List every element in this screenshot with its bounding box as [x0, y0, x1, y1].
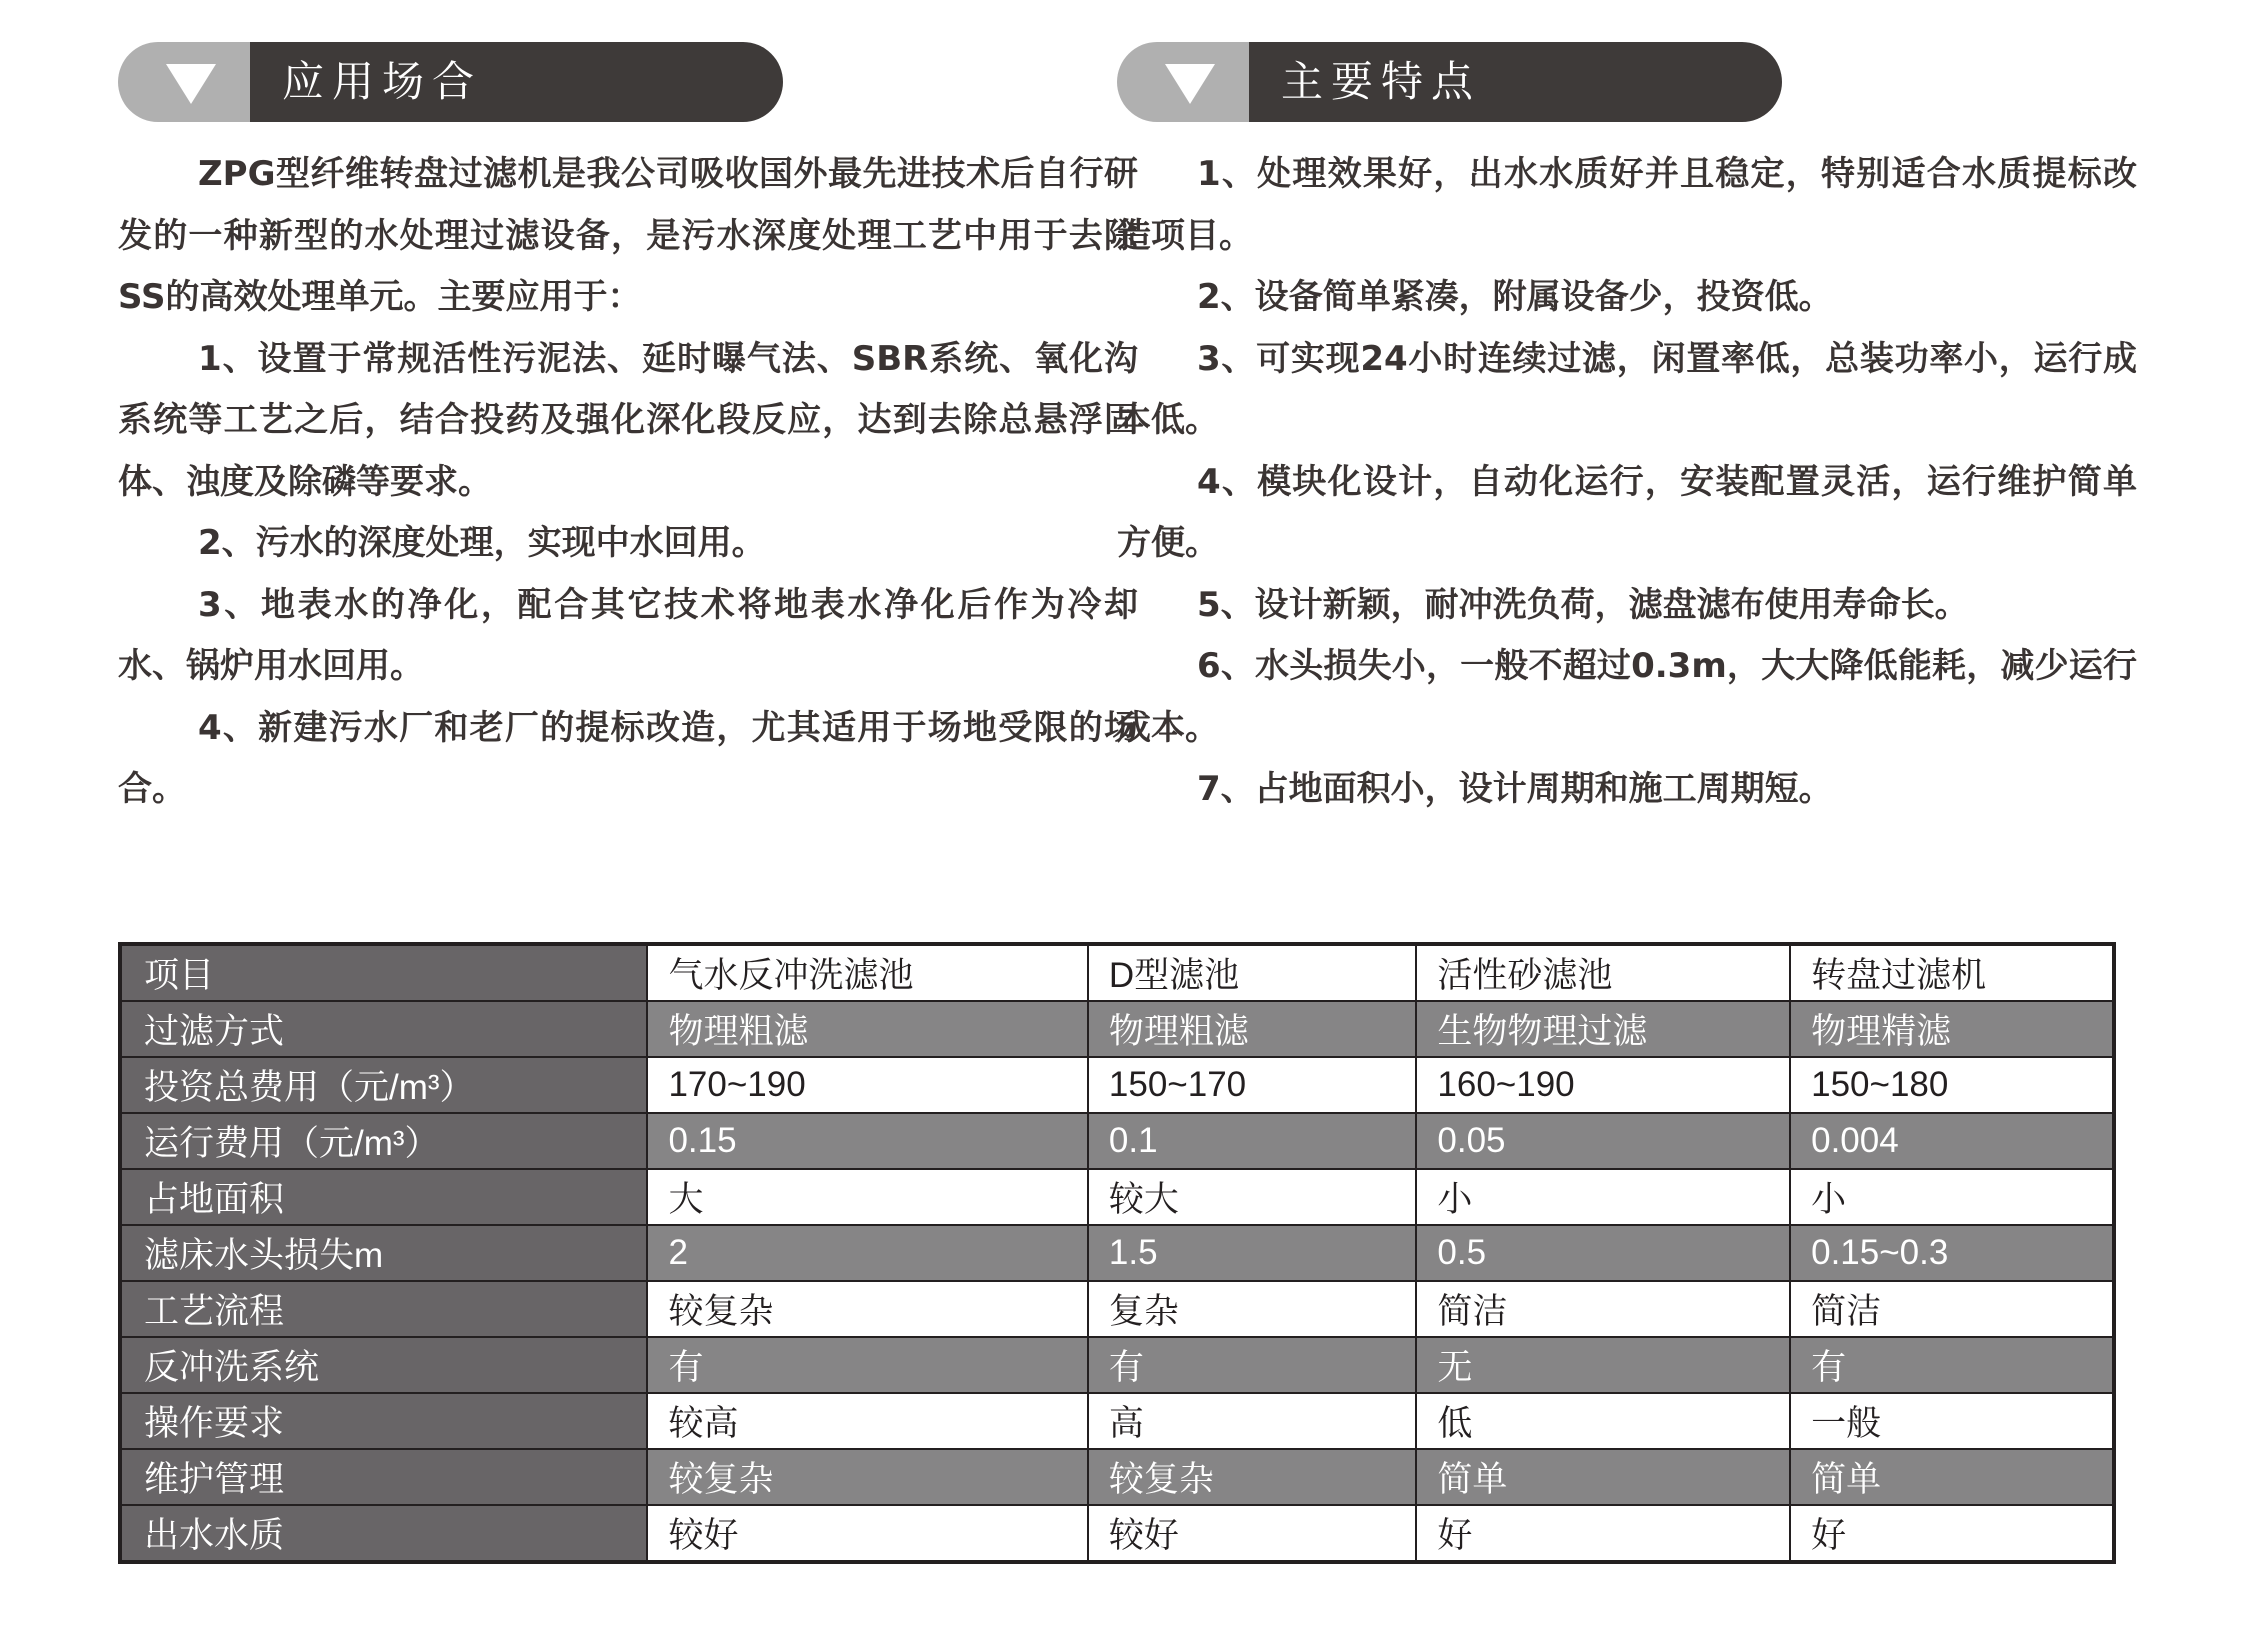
- table-cell: 好: [1790, 1505, 2114, 1562]
- table-cell: 简单: [1416, 1449, 1790, 1505]
- table-cell: 高: [1088, 1393, 1417, 1449]
- table-cell: 0.15~0.3: [1790, 1225, 2114, 1281]
- features-body: [1117, 144, 2137, 821]
- table-cell: 转盘过滤机: [1790, 944, 2114, 1001]
- table-cell: 有: [1088, 1337, 1417, 1393]
- table-cell: 物理粗滤: [647, 1001, 1087, 1057]
- table-cell: 较好: [647, 1505, 1087, 1562]
- table-cell: 150~170: [1088, 1057, 1417, 1113]
- table-cell: 较大: [1088, 1169, 1417, 1225]
- feature-paragraph: 5、设计新颖，耐冲洗负荷，滤盘滤布使用寿命长。: [1197, 584, 1969, 625]
- features-section: [1117, 42, 2137, 821]
- application-paragraph: 3、地表水的净化，配合其它技术将地表水净化后作为冷却水、锅炉用水回用。: [118, 584, 1138, 686]
- header-tab: [118, 42, 258, 122]
- feature-paragraph: 2、设备简单紧凑，附属设备少，投资低。: [1197, 277, 1833, 317]
- table-cell: 小: [1790, 1169, 2114, 1225]
- row-label: 工艺流程: [120, 1281, 647, 1337]
- table-cell: 较复杂: [647, 1281, 1087, 1337]
- table-cell: 0.1: [1088, 1113, 1417, 1169]
- table-cell: 1.5: [1088, 1225, 1417, 1281]
- row-label: 项目: [120, 944, 647, 1001]
- comparison-table: [118, 942, 2116, 1564]
- table-cell: 小: [1416, 1169, 1790, 1225]
- table-cell: 150~180: [1790, 1057, 2114, 1113]
- table-cell: 大: [647, 1169, 1087, 1225]
- features-header: [1117, 42, 1782, 122]
- table-cell: 有: [1790, 1337, 2114, 1393]
- table-cell: 较高: [647, 1393, 1087, 1449]
- row-label: 占地面积: [120, 1169, 647, 1225]
- table-cell: 较复杂: [647, 1449, 1087, 1505]
- application-section: [118, 42, 1138, 821]
- application-header: [118, 42, 783, 122]
- table-cell: 简单: [1790, 1449, 2114, 1505]
- row-label: 操作要求: [120, 1393, 647, 1449]
- table-row: [120, 1169, 2114, 1225]
- table-cell: 物理精滤: [1790, 1001, 2114, 1057]
- feature-paragraph: 4、模块化设计，自动化运行，安装配置灵活，运行维护简单方便。: [1117, 461, 2137, 563]
- application-paragraph: ZPG型纤维转盘过滤机是我公司吸收国外最先进技术后自行研发的一种新型的水处理过滤设备，是污水深度处理工艺中用于去除SS的高效处理单元。主要应用于：: [118, 154, 1138, 317]
- header-tab: [1117, 42, 1257, 122]
- table-row: [120, 1001, 2114, 1057]
- table-cell: 简洁: [1790, 1281, 2114, 1337]
- table-cell: 好: [1416, 1505, 1790, 1562]
- triangle-down-icon: [166, 64, 216, 104]
- table-cell: D型滤池: [1088, 944, 1417, 1001]
- table-cell: 0.05: [1416, 1113, 1790, 1169]
- table-cell: 170~190: [647, 1057, 1087, 1113]
- row-label: 投资总费用（元/m³）: [120, 1057, 647, 1113]
- table-cell: 0.15: [647, 1113, 1087, 1169]
- table-row: [120, 1505, 2114, 1562]
- table-row: [120, 1057, 2114, 1113]
- table-cell: 活性砂滤池: [1416, 944, 1790, 1001]
- table-cell: 160~190: [1416, 1057, 1790, 1113]
- features-title: 主要特点: [1281, 57, 1482, 106]
- table-row: [120, 1449, 2114, 1505]
- table-cell: 较好: [1088, 1505, 1417, 1562]
- table-cell: 2: [647, 1225, 1087, 1281]
- table-row: [120, 944, 2114, 1001]
- table-cell: 0.004: [1790, 1113, 2114, 1169]
- application-body: [118, 144, 1138, 821]
- header-bar: [1249, 42, 1782, 122]
- table-cell: 较复杂: [1088, 1449, 1417, 1505]
- row-label: 出水水质: [120, 1505, 647, 1562]
- row-label: 维护管理: [120, 1449, 647, 1505]
- row-label: 滤床水头损失m: [120, 1225, 647, 1281]
- table-row: [120, 1337, 2114, 1393]
- application-paragraph: 4、新建污水厂和老厂的提标改造，尤其适用于场地受限的场合。: [118, 707, 1138, 809]
- table-cell: 一般: [1790, 1393, 2114, 1449]
- row-label: 反冲洗系统: [120, 1337, 647, 1393]
- table-cell: 物理粗滤: [1088, 1001, 1417, 1057]
- table-cell: 低: [1416, 1393, 1790, 1449]
- table-cell: 无: [1416, 1337, 1790, 1393]
- table-row: [120, 1281, 2114, 1337]
- header-bar: [250, 42, 783, 122]
- table-cell: 气水反冲洗滤池: [647, 944, 1087, 1001]
- table-row: [120, 1393, 2114, 1449]
- feature-paragraph: 1、处理效果好，出水水质好并且稳定，特别适合水质提标改造项目。: [1117, 154, 2137, 256]
- table-cell: 有: [647, 1337, 1087, 1393]
- table-cell: 0.5: [1416, 1225, 1790, 1281]
- table-cell: 复杂: [1088, 1281, 1417, 1337]
- table-row: [120, 1225, 2114, 1281]
- feature-paragraph: 6、水头损失小，一般不超过0.3m，大大降低能耗，减少运行成本。: [1117, 646, 2137, 748]
- table-row: [120, 1113, 2114, 1169]
- application-paragraph: 2、污水的深度处理，实现中水回用。: [198, 523, 766, 563]
- application-title: 应用场合: [282, 57, 483, 106]
- feature-paragraph: 7、占地面积小，设计周期和施工周期短。: [1197, 769, 1833, 809]
- feature-paragraph: 3、可实现24小时连续过滤，闲置率低，总装功率小，运行成本低。: [1117, 338, 2137, 440]
- table-cell: 简洁: [1416, 1281, 1790, 1337]
- row-label: 过滤方式: [120, 1001, 647, 1057]
- application-paragraph: 1、设置于常规活性污泥法、延时曝气法、SBR系统、氧化沟系统等工艺之后，结合投药及强化深化段反应，达到去除总悬浮固体、浊度及除磷等要求。: [118, 338, 1138, 502]
- row-label: 运行费用（元/m³）: [120, 1113, 647, 1169]
- table-cell: 生物物理过滤: [1416, 1001, 1790, 1057]
- triangle-down-icon: [1165, 64, 1215, 104]
